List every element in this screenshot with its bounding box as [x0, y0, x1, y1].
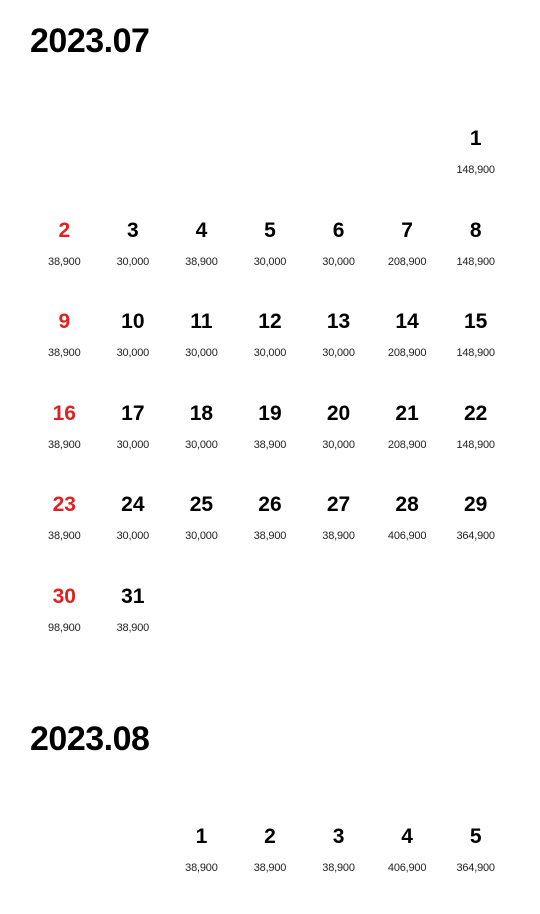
day-price: 148,900: [456, 255, 495, 268]
empty-day-cell: [373, 124, 442, 216]
day-cell[interactable]: [304, 307, 373, 399]
calendar-grid: [30, 822, 510, 914]
day-number: 3: [127, 218, 139, 242]
day-number: 7: [401, 218, 413, 242]
day-cell[interactable]: [99, 582, 168, 674]
month-title: 2023.08: [30, 720, 150, 758]
day-number: 14: [395, 310, 419, 333]
day-number: 18: [189, 401, 214, 425]
day-cell[interactable]: [373, 490, 442, 582]
day-price: 38,900: [322, 530, 355, 542]
empty-day-cell: [99, 822, 168, 914]
day-price: 30,000: [116, 347, 150, 359]
day-cell[interactable]: [304, 490, 373, 582]
day-number: 1: [469, 127, 482, 150]
day-cell[interactable]: [373, 822, 442, 914]
day-number: 19: [258, 401, 282, 425]
day-number: 2: [58, 218, 71, 242]
day-price: 148,900: [456, 164, 495, 176]
day-price: 30,000: [322, 255, 355, 268]
day-cell[interactable]: [373, 399, 442, 491]
day-number: 4: [401, 825, 413, 848]
day-number: 15: [463, 310, 488, 333]
day-number: 20: [326, 401, 351, 425]
day-cell[interactable]: [167, 307, 236, 399]
day-cell[interactable]: [441, 822, 510, 914]
day-cell[interactable]: [373, 307, 442, 399]
day-number: 30: [52, 584, 76, 608]
day-cell[interactable]: [441, 307, 510, 399]
day-cell[interactable]: [30, 216, 99, 308]
day-cell[interactable]: [99, 399, 168, 491]
day-number: 17: [121, 401, 145, 425]
day-number: 22: [463, 401, 488, 425]
day-cell[interactable]: [167, 399, 236, 491]
day-price: 30,000: [322, 438, 355, 451]
day-cell[interactable]: [99, 490, 168, 582]
day-price: 38,900: [48, 347, 81, 359]
day-cell[interactable]: [236, 307, 305, 399]
day-cell[interactable]: [236, 216, 305, 308]
day-number: 11: [190, 310, 213, 333]
day-price: 208,900: [387, 438, 427, 451]
day-number: 6: [332, 218, 345, 242]
day-price: 30,000: [185, 347, 218, 359]
day-price: 30,000: [253, 347, 287, 359]
day-number: 28: [395, 493, 419, 516]
day-price: 38,900: [185, 255, 218, 268]
day-cell[interactable]: [236, 490, 305, 582]
day-price: 148,900: [456, 347, 495, 359]
day-number: 9: [58, 310, 71, 333]
day-price: 406,900: [387, 530, 427, 542]
empty-day-cell: [99, 124, 168, 216]
day-number: 25: [189, 493, 214, 516]
day-cell[interactable]: [30, 582, 99, 674]
day-price: 406,900: [387, 862, 427, 874]
day-cell[interactable]: [167, 216, 236, 308]
day-cell[interactable]: [304, 399, 373, 491]
day-cell[interactable]: [441, 490, 510, 582]
day-cell[interactable]: [373, 216, 442, 308]
day-price: 30,000: [185, 438, 218, 451]
day-number: 1: [195, 825, 208, 848]
day-number: 13: [326, 310, 351, 333]
day-price: 30,000: [116, 530, 150, 542]
day-number: 10: [121, 310, 145, 333]
day-price: 208,900: [387, 255, 427, 268]
empty-day-cell: [30, 822, 99, 914]
day-price: 30,000: [253, 255, 287, 268]
empty-day-cell: [304, 124, 373, 216]
day-price: 38,900: [253, 438, 287, 451]
day-cell[interactable]: [30, 307, 99, 399]
day-price: 98,900: [48, 621, 81, 634]
calendar-grid: [30, 124, 510, 673]
day-cell[interactable]: [441, 399, 510, 491]
day-cell[interactable]: [304, 216, 373, 308]
day-cell[interactable]: [30, 399, 99, 491]
day-number: 3: [332, 825, 345, 848]
day-price: 30,000: [185, 530, 218, 542]
day-number: 26: [258, 493, 282, 516]
month-title: 2023.07: [30, 22, 150, 60]
empty-day-cell: [167, 124, 236, 216]
day-price: 38,900: [253, 862, 287, 874]
day-number: 5: [264, 218, 276, 242]
day-price: 38,900: [48, 438, 81, 451]
day-price: 38,900: [48, 255, 81, 268]
day-price: 38,900: [253, 530, 287, 542]
day-number: 12: [258, 310, 282, 333]
day-number: 4: [195, 218, 208, 242]
day-cell[interactable]: [236, 822, 305, 914]
day-cell[interactable]: [441, 124, 510, 216]
day-cell[interactable]: [99, 307, 168, 399]
day-number: 31: [121, 584, 145, 608]
day-number: 5: [469, 825, 482, 848]
day-number: 2: [264, 825, 276, 848]
day-price: 208,900: [387, 347, 427, 359]
day-price: 38,900: [185, 862, 218, 874]
day-price: 38,900: [48, 530, 81, 542]
day-price: 30,000: [322, 347, 355, 359]
day-number: 27: [326, 493, 351, 516]
day-cell[interactable]: [441, 216, 510, 308]
day-number: 8: [469, 218, 482, 242]
day-cell[interactable]: [167, 822, 236, 914]
day-cell[interactable]: [30, 490, 99, 582]
day-price: 38,900: [116, 621, 150, 634]
day-price: 30,000: [116, 438, 150, 451]
day-cell[interactable]: [99, 216, 168, 308]
day-number: 24: [121, 493, 145, 516]
day-cell[interactable]: [167, 490, 236, 582]
day-number: 29: [463, 493, 488, 516]
day-price: 364,900: [456, 862, 495, 874]
day-price: 148,900: [456, 438, 495, 451]
day-cell[interactable]: [304, 822, 373, 914]
day-price: 364,900: [456, 530, 495, 542]
empty-day-cell: [30, 124, 99, 216]
day-number: 21: [395, 401, 419, 425]
day-number: 23: [52, 493, 76, 516]
day-price: 38,900: [322, 862, 355, 874]
day-number: 16: [52, 401, 76, 425]
day-cell[interactable]: [236, 399, 305, 491]
day-price: 30,000: [116, 255, 150, 268]
empty-day-cell: [236, 124, 305, 216]
